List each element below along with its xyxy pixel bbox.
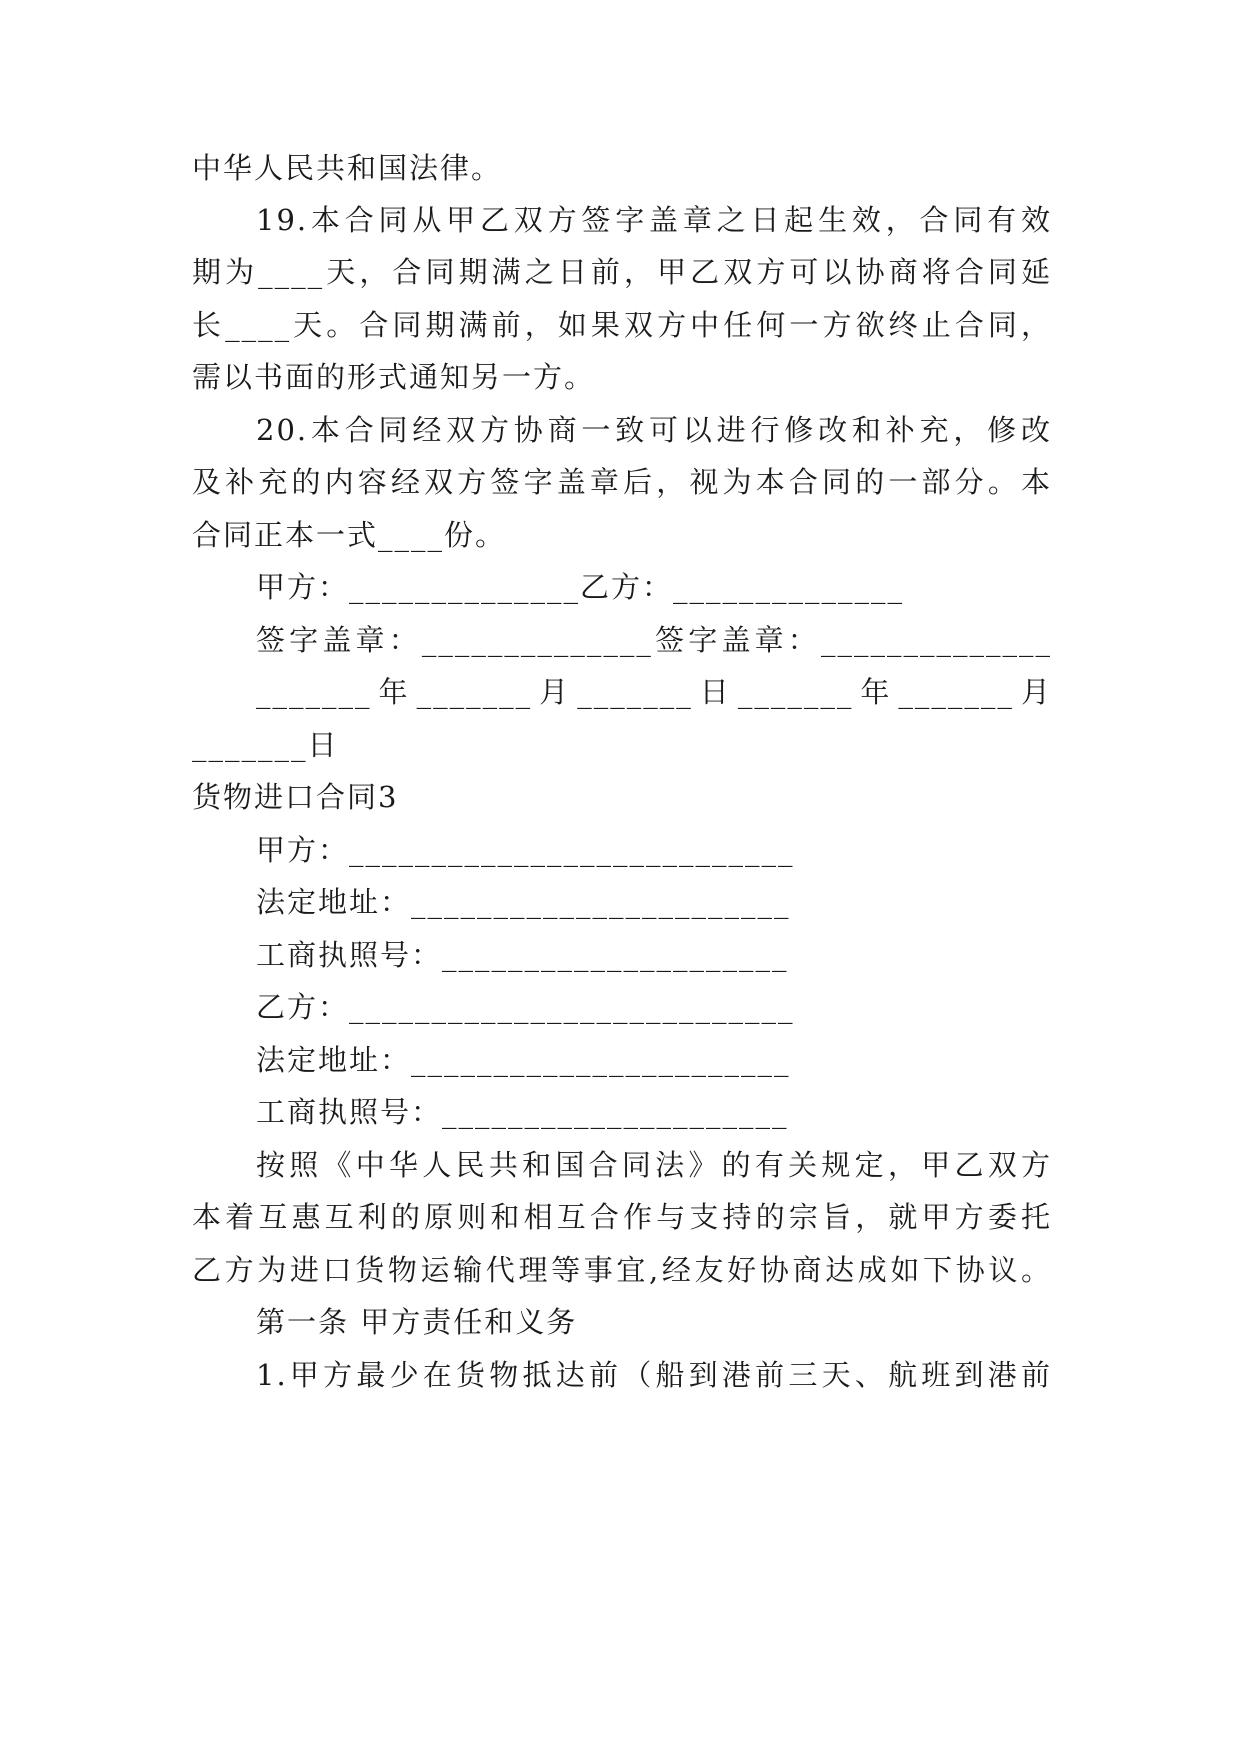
clause-19-line-1: 19.本合同从甲乙双方签字盖章之日起生效，合同有效 [256, 203, 1052, 237]
clause-20-line-1: 20.本合同经双方协商一致可以进行修改和补充，修改 [256, 413, 1052, 447]
date-line-1: _______年_______月_______日_______年_______月 [256, 675, 1052, 709]
section-title: 货物进口合同3 [192, 780, 399, 814]
article-one-heading: 第一条 甲方责任和义务 [256, 1305, 578, 1339]
preamble-line-2: 本着互惠互利的原则和相互合作与支持的宗旨，就甲方委托 [192, 1200, 1052, 1234]
date-line-2: _______日 [192, 728, 339, 762]
text-line: 中华人民共和国法律。 [192, 151, 503, 185]
party-b-license-field: 工商执照号：_____________________ [256, 1095, 789, 1129]
party-a-address-field: 法定地址：_______________________ [256, 885, 791, 919]
party-a-field: 甲方：___________________________ [256, 833, 795, 867]
preamble-line-3: 乙方为进口货物运输代理等事宜,经友好协商达成如下协议。 [192, 1253, 1052, 1287]
clause-20-line-3: 合同正本一式____份。 [192, 518, 507, 552]
clause-19-line-3: 长____天。合同期满前，如果双方中任何一方欲终止合同， [192, 308, 1052, 342]
party-signature-line: 甲方：______________乙方：______________ [256, 570, 905, 604]
party-a-license-field: 工商执照号：_____________________ [256, 938, 789, 972]
seal-signature-line: 签字盖章：______________签字盖章：______________ [256, 623, 1052, 657]
party-b-field: 乙方：___________________________ [256, 990, 795, 1024]
clause-20-line-2: 及补充的内容经双方签字盖章后，视为本合同的一部分。本 [192, 465, 1052, 499]
article-one-item-1: 1.甲方最少在货物抵达前（船到港前三天、航班到港前 [256, 1358, 1052, 1392]
clause-19-line-4: 需以书面的形式通知另一方。 [192, 360, 596, 394]
clause-19-line-2: 期为____天，合同期满之日前，甲乙双方可以协商将合同延 [192, 255, 1052, 289]
party-b-address-field: 法定地址：_______________________ [256, 1043, 791, 1077]
preamble-line-1: 按照《中华人民共和国合同法》的有关规定，甲乙双方 [256, 1148, 1052, 1182]
